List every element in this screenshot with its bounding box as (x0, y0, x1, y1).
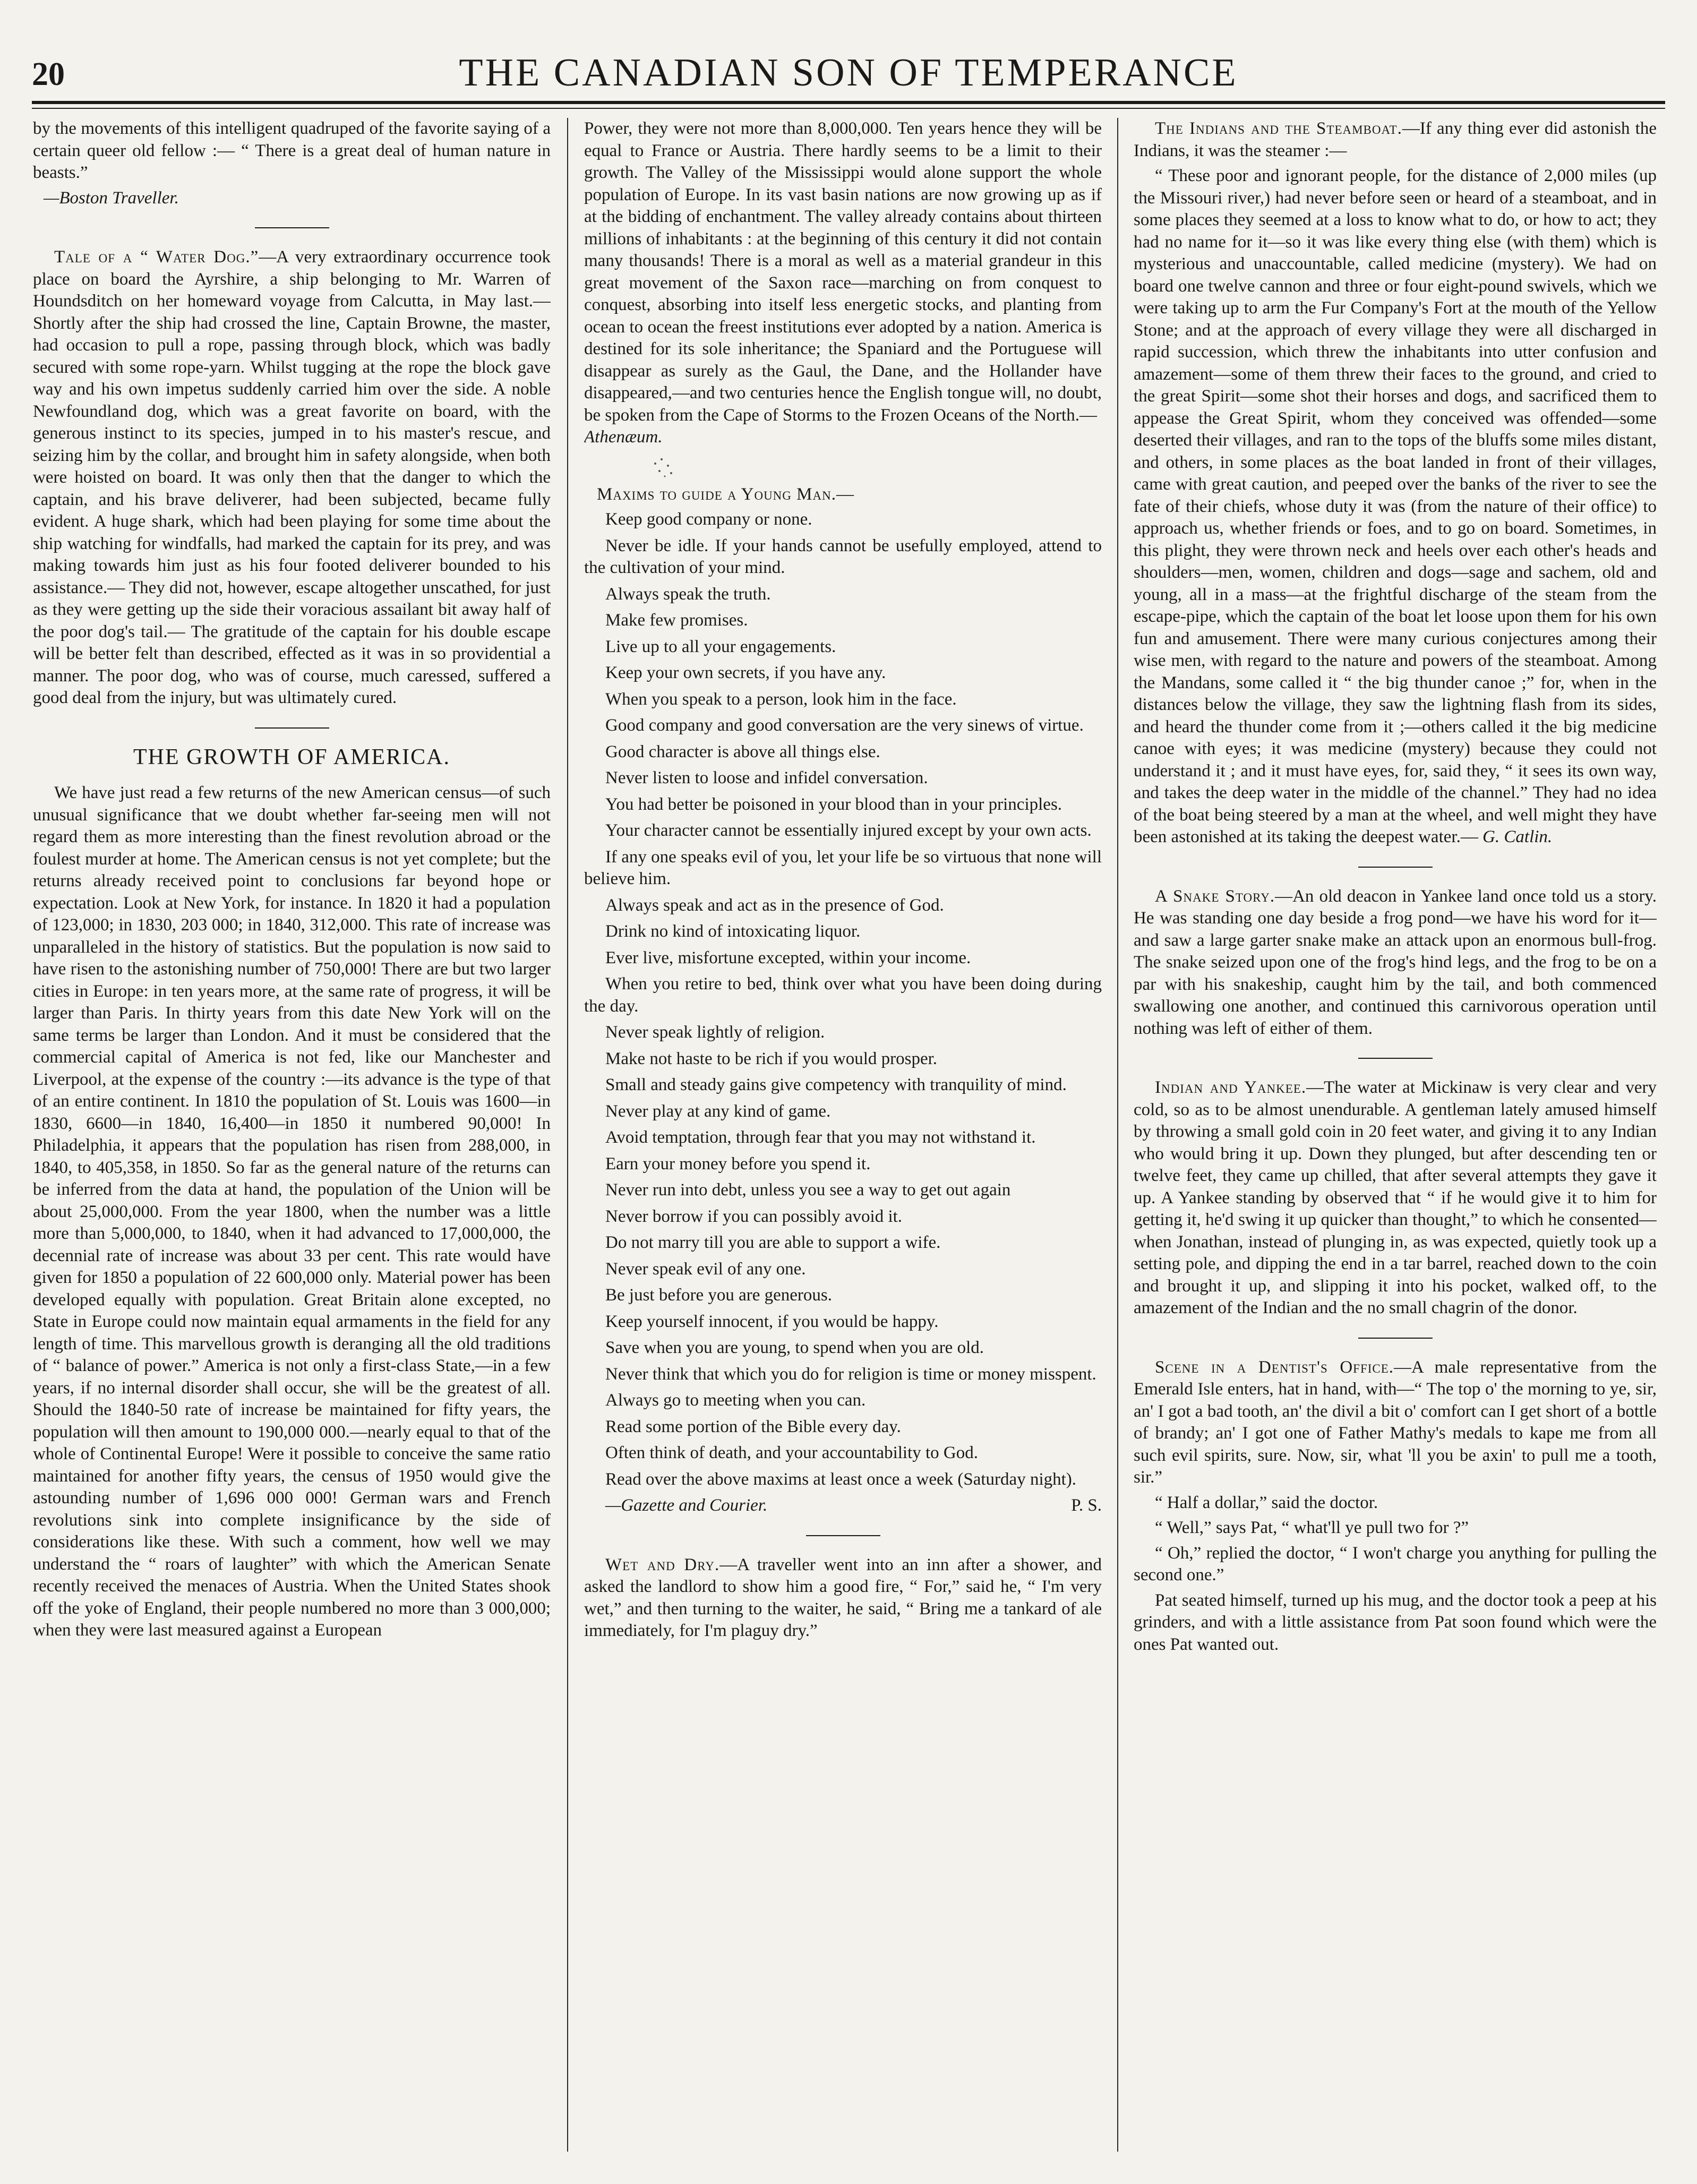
continued-text: by the movements of this intelligent quadruped of the favorite saying of a certain queer old fellow :— “ There is a great deal of human nature in beasts.” (33, 119, 551, 182)
page-number: 20 (32, 56, 65, 92)
maxim-item: Ever live, misfortune excepted, within your income. (605, 948, 971, 967)
source-credit: Athenæum. (584, 427, 663, 447)
maxims-heading: Maxims to guide a Young Man.— (597, 484, 854, 504)
article-body: —An old deacon in Yankee land once told us a story. He was standing one day beside a frog pond—we have his word for it—and saw a large garter snake make an attack upon an enormous bull-frog. The snake seized upon one of the frog's hind legs, and the frog to be on a par with his snakeship, caught him by the tail, and both commenced swallowing one another, and continued this carnivorous operation until nothing was left of either of them. (1134, 886, 1657, 1038)
article-body: —The water at Mickinaw is very clear and very cold, so as to be almost unendurable. A gentleman lately amused himself by throwing a small gold coin in 20 feet water, and giving it to any Indian who would bring it up. Down they plunged, but after descending ten or twelve feet, they came up chilled, that after several attempts they gave it up. A Yankee standing by observed that “ if he would give it to him for getting it, he'd swing it up quicker than thought,” to which he consented—when Jonathan, instead of plunging in, as was expected, quietly took up a setting pole, and dipping the end in a tar barrel, reached down to the coin and brought it up, and slipping it into his pocket, walked off, to the amazement of the Indian and the no small chagrin of the donor. (1134, 1078, 1657, 1317)
header-rule-thick (32, 101, 1665, 104)
article-water-dog (33, 246, 551, 709)
article-heading: Indian and Yankee. (1155, 1078, 1307, 1097)
article-heading: Wet and Dry. (605, 1555, 720, 1574)
maxims-signature-row (584, 1495, 1102, 1517)
article-heading: Scene in a Dentist's Office. (1155, 1357, 1394, 1377)
maxim-item: Always go to meeting when you can. (605, 1391, 866, 1410)
maxim-item: Never run into debt, unless you see a way to get out again (605, 1180, 1011, 1200)
article-body (1134, 165, 1657, 849)
maxims-list (584, 509, 1102, 1464)
maxim-item: Good company and good conversation are the very sinews of virtue. (605, 716, 1084, 735)
maxim-item: Never borrow if you can possibly avoid it. (605, 1206, 903, 1226)
header-rule-thin (32, 108, 1665, 109)
column-1 (33, 118, 551, 2152)
column-3 (1134, 118, 1657, 2152)
article-body: —A traveller went into an inn after a shower, and asked the landlord to show him a good fire, “ For,” said he, “ I'm very wet,” and then turning to the waiter, he said, “ Bring me a tankard of ale immediately, for I'm plaguy dry.” (584, 1555, 1102, 1640)
article-heading: The Indians and the Steamboat. (1155, 119, 1402, 138)
section-title: THE GROWTH OF AMERICA. (133, 744, 450, 769)
maxim-item: Small and steady gains give competency with tranquility of mind. (605, 1075, 1067, 1094)
article-body: —A very extraordinary occurrence took place on board the Ayrshire, a ship belonging to Mr. Warren of Houndsditch on her homeward voyage from Calcutta, in May last.— Shortly after the ship had crossed the line, Captain Browne, the master, had occasion to pull a rope, passing through block, which was badly secured with some rope-yarn. Whilst tugging at the rope the block gave way and his own impetus suddenly carried him over the side. A noble Newfoundland dog, which was a great favorite on board, with the generous instinct to its species, jumped in to his master's rescue, and seizing him by the collar, and brought him in safety alongside, when both were hoisted on board. It was only then that the danger to which the captain, and his brave deliverer, had been subjected, became fully evident. A huge shark, which had been playing for some time about the ship watching for windfalls, had marked the captain for its prey, and was making towards him just as his four footed deliverer bounded to his assistance.— They did not, however, escape altogether unscathed, for just as they were getting up the side their voracious assailant bit away half of the poor dog's tail.— The gratitude of the captain for his double escape will be better felt than described, effected as it was in so providential a manner. The poor dog, who was of course, much caressed, suffered a good deal from the injury, but was ultimately cured. (33, 247, 551, 707)
maxim-item: When you retire to bed, think over what you have been doing during the day. (584, 974, 1102, 1016)
article-body: —A male representative from the Emerald Isle enters, hat in hand, with—“ The top o' the morning to ye, sir, an' I got a bad tooth, an' the divil a bit o' comfort can I get short of a bottle of brandy; an' I got one of Father Mathy's medals to kape me from all such evil spirits, sure. Now, sir, what 'll you be axin' to pull me a tooth, sir.” (1134, 1357, 1657, 1487)
article-body-text: “ These poor and ignorant people, for the distance of 2,000 miles (up the Missouri river,) had never before seen or heard of a steamboat, and in some places they seemed at a loss to know what to do, or how to act; they had no name for it—so it was like every thing else (with them) which is mysterious and unaccountable, called medicine (mystery). We had on board one twelve cannon and three or four eight-pound swivels, which we were taking up to arm the Fur Company's Fort at the mouth of the Yellow Stone; and at the approach of every village they were all discharged in rapid succession, which threw the inhabitants into utter confusion and amazement—some of them threw their faces to the ground, and cried to the great Spirit—some shot their horses and dogs, and sacrificed them to appease the Great Spirit, whom they conceived was offended—some deserted their villages, and ran to the tops of the bluffs some miles distant, and others, in some places as the boat landed in front of their villages, came with great caution, and peeped over the banks of the river to see the fate of their chiefs, whose duty it was (from the nature of their office) to approach us, whether friends or foes, and to go on board. Sometimes, in this plight, they were thrown neck and heels over each other's heads and shoulders—men, women, children and dogs—sage and sachem, old and young, all in a mass—at the frightful discharge of the steam from the escape-pipe, which the captain of the boat let loose upon them for his own fun and amusement. There were many curious conjectures among their wise men, with regard to the nature and powers of the steamboat. Among the Mandans, some called it “ the big thunder canoe ;” for, when in the distances below the village, they saw the lightning flash from its sides, and heard the thunder come from it ;—others called it the big medicine canoe with eyes; it was medicine (mystery) because they could not understand it ; and it must have eyes, for, said they, “ it sees its own way, and takes the deep water in the middle of the channel.” They had no idea of the boat being steered by a man at the wheel, and well might they have been astonished at its taking the deepest water.— (1134, 166, 1657, 846)
ornament-icon (648, 454, 680, 481)
maxim-item: Keep your own secrets, if you have any. (605, 663, 886, 682)
maxim-item: Never listen to loose and infidel conversation. (605, 768, 928, 787)
newspaper-title: THE CANADIAN SON OF TEMPERANCE (459, 51, 1238, 95)
article-divider (1358, 867, 1433, 868)
article-heading: Tale of a “ Water Dog.” (54, 247, 259, 267)
maxim-item: Drink no kind of intoxicating liquor. (605, 922, 861, 941)
maxims-closing: Read over the above maxims at least once a week (Saturday night). (605, 1469, 1077, 1489)
maxim-item: Read some portion of the Bible every day. (605, 1417, 901, 1436)
article-divider (806, 1535, 880, 1536)
article-divider (255, 227, 329, 228)
maxim-item: Always speak the truth. (605, 584, 771, 604)
maxim-item: Save when you are young, to spend when you are old. (605, 1338, 984, 1357)
maxim-item: Never be idle. If your hands cannot be usefully employed, attend to the cultivation of your mind. (584, 536, 1102, 577)
maxim-item: If any one speaks evil of you, let your life be so virtuous that none will believe him. (584, 847, 1102, 888)
article-body (584, 118, 1102, 449)
maxim-item: When you speak to a person, look him in the face. (605, 689, 957, 709)
maxim-item: Never think that which you do for religion is time or money misspent. (605, 1364, 1096, 1384)
maxim-item: Make few promises. (605, 611, 748, 630)
article-divider (255, 727, 329, 729)
maxim-item: Earn your money before you spend it. (605, 1154, 871, 1174)
maxim-item: Make not haste to be rich if you would prosper. (605, 1049, 938, 1068)
article-wet-dry (584, 1554, 1102, 1642)
column-2 (584, 118, 1102, 2152)
maxim-item: Never play at any kind of game. (605, 1101, 831, 1121)
column-rule-1 (567, 118, 568, 2152)
article-dentist (1134, 1357, 1657, 1489)
article-divider (1358, 1338, 1433, 1339)
maxim-item: Good character is above all things else. (605, 742, 880, 761)
dialogue-line: “ Well,” says Pat, “ what'll ye pull two for ?” (1155, 1518, 1469, 1537)
maxim-item: You had better be poisoned in your blood than in your principles. (605, 794, 1062, 814)
article-body: We have just read a few returns of the new American census—of such unusual significance that we doubt whether far-seeing men will not regard them as more interesting than the finest revolution abroad or the foulest murder at home. The American census is not yet complete; but the returns already received point to conclusions far beyond hope or expectation. Look at New York, for instance. In 1820 it had a population of 123,000; in 1830, 203 000; in 1840, 312,000. This rate of increase was unparalleled in the history of statistics. But the population is now said to have risen to the astonishing number of 750,000! There are but two larger cities in Europe: in ten years more, at the same rate of progress, it will be larger than Paris. In thirty years from this date New York will on the same terms be larger than London. And it must be considered that the commercial capital of America is not fed, like our Manchester and Liverpool, at the expense of the country :—its advance is the type of that of an entire continent. In 1810 the population of St. Louis was 1600—in 1830, 6600—in 1840, 16,400—in 1850 it numbered 90,000! In Philadelphia, it appears that the population has risen from 288,000, in 1840, to 405,358, in 1850. So far as the general nature of the returns can be inferred from the data at hand, the population of the Union will be about 25,000,000. From the year 1800, when the number was a little more than 5,000,000, to 1840, when it had advanced to 17,000,000, the decennial rate of increase was about 33 per cent. This rate would have given for 1850 a population of 22 600,000 only. Material power has been developed equally with population. Great Britain alone excepted, no State in Europe could now maintain equal armaments in the field for any length of time. This marvellous growth is deranging all the old traditions of “ balance of power.” America is not only a first-class State,—in a few years, if no internal disorder shall occur, she will be the greatest of all. Should the 1840-50 rate of increase be maintained for fifty years, the population will then amount to 190,000 000.—nearly equal to that of the whole of Continental Europe! Were it possible to conceive the same ratio maintained for another fifty years, the census of 1950 would give the astounding number of 1,696 000 000! German wars and French revolutions sink into complete insignificance by the side of considerations like these. With such a comment, how well we may understand the “ roars of laughter” with which the American Senate recently received the menaces of Austria. When the United States shook off the yoke of England, their people numbered no more than 3 000,000; when they were last measured against a European (33, 783, 551, 1640)
maxim-item: Keep yourself innocent, if you would be happy. (605, 1312, 939, 1331)
page-header (32, 50, 1665, 109)
maxim-item: Live up to all your engagements. (605, 637, 836, 656)
article-indian-yankee (1134, 1077, 1657, 1320)
maxim-item: Keep good company or none. (605, 510, 812, 529)
maxim-item: Your character cannot be essentially injured except by your own acts. (605, 821, 1092, 840)
column-rule-2 (1117, 118, 1118, 2152)
maxim-item: Avoid temptation, through fear that you may not withstand it. (605, 1128, 1036, 1147)
dialogue-line: “ Oh,” replied the doctor, “ I won't charge you anything for pulling the second one.” (1134, 1543, 1657, 1585)
article-heading: A Snake Story. (1155, 886, 1275, 906)
article-indians-steamboat (1134, 118, 1657, 162)
maxim-item: Do not marry till you are able to support a wife. (605, 1233, 941, 1252)
source-credit: —Boston Traveller. (44, 188, 179, 208)
dialogue-line: Pat seated himself, turned up his mug, and the doctor took a peep at his grinders, and with a little assistance from Pat soon found which were the ones Pat wanted out. (1134, 1590, 1657, 1654)
article-body-continued: Power, they were not more than 8,000,000. Ten years hence they will be equal to France or Austria. There hardly seems to be a limit to their growth. The Valley of the Mississippi would alone support the whole population of Europe. In its vast basin nations are now growing up as if at the bidding of enchantment. The valley already contains about thirteen millions of inhabitants : at the beginning of this century it did not contain many thousands! There is a moral as well as a material grandeur in this great movement of the Saxon race—marching on from conquest to conquest, absorbing into itself less energetic stocks, and planting from ocean to ocean the freest institutions ever adopted by a nation. America is destined for its sole inheritance; the Spaniard and the Portuguese will disappear as surely as the Gaul, the Dane, and the Hollander have disappeared,—and two centuries hence the English tongue will, no doubt, be spoken from the Cape of Storms to the Frozen Oceans of the North.— (584, 119, 1102, 425)
maxim-item: Never speak evil of any one. (605, 1259, 806, 1279)
source-credit: —Gazette and Courier. (605, 1496, 768, 1515)
article-intro: —If any thing ever did astonish the Indians, it was the steamer :— (1134, 119, 1657, 160)
maxim-item: Often think of death, and your accountability to God. (605, 1443, 978, 1462)
maxim-item: Never speak lightly of religion. (605, 1023, 825, 1042)
article-snake-story (1134, 886, 1657, 1040)
initials: P. S. (1071, 1496, 1102, 1515)
maxim-item: Always speak and act as in the presence of God. (605, 895, 944, 915)
maxim-item: Be just before you are generous. (605, 1286, 833, 1305)
article-divider (1358, 1058, 1433, 1059)
dialogue-line: “ Half a dollar,” said the doctor. (1155, 1493, 1378, 1512)
source-credit: G. Catlin. (1482, 827, 1553, 846)
